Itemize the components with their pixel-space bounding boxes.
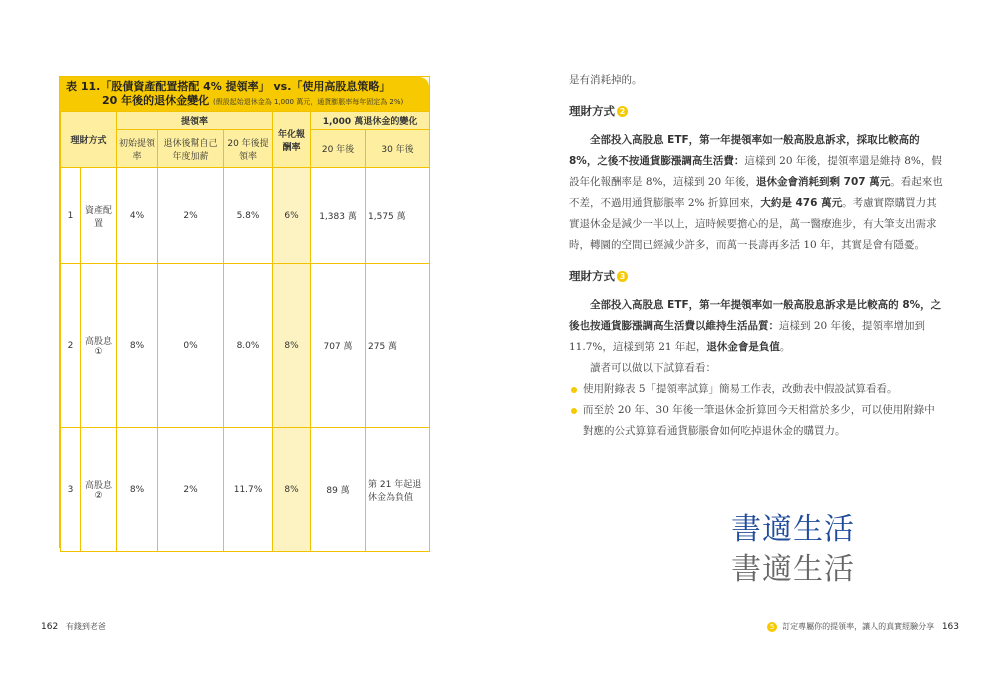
retirement-table-figure — [59, 76, 430, 548]
right-page-text — [569, 70, 944, 442]
row-fund30: 第 21 年起退休金為負值 — [366, 428, 430, 552]
header-fund-group: 1,000 萬退休金的變化 — [311, 112, 430, 130]
row-rate20: 8.0% — [224, 264, 273, 428]
header-initial-rate: 初始提領率 — [117, 130, 158, 168]
bullet-item-1: 使用附錄表 5「提領率試算」簡易工作表，改動表中假設試算看看。 — [569, 379, 944, 400]
header-withdraw-group: 提領率 — [117, 112, 273, 130]
row-rate20: 5.8% — [224, 168, 273, 264]
row-adjust: 0% — [158, 264, 224, 428]
table-title — [60, 77, 429, 111]
row-initial: 8% — [117, 264, 158, 428]
row-adjust: 2% — [158, 168, 224, 264]
book-title: 有錢到老爸 — [65, 622, 106, 631]
data-table — [60, 111, 430, 552]
row-fund30: 1,575 萬 — [366, 168, 430, 264]
bullet-item-2: 而至於 20 年、30 年後一筆退休金折算回今天相當於多少，可以使用附錄中對應的公式算算看通貨膨脹會如何吃掉退休金的購買力。 — [569, 400, 944, 442]
chapter-number-icon: 5 — [767, 622, 777, 632]
row-initial: 4% — [117, 168, 158, 264]
row-return: 8% — [273, 428, 311, 552]
row-initial: 8% — [117, 428, 158, 552]
row-fund20: 89 萬 — [311, 428, 366, 552]
row-rate20: 11.7% — [224, 428, 273, 552]
table-row — [61, 168, 430, 264]
intro-line: 是有消耗掉的。 — [569, 74, 643, 86]
row-method: 高股息① — [81, 264, 117, 428]
paragraph-3: 全部投入高股息 ETF，第一年提領率如一般高股息訴求是比較高的 8%，之後也按通貨膨漲調高生活費以維持生活品質：這樣到 20 年後，提領率增加到 11.7%，這樣到第 21 年起，退休金會是負值。 — [569, 299, 942, 353]
row-adjust: 2% — [158, 428, 224, 552]
number-2-icon: 2 — [617, 106, 628, 117]
table-title-note: (假設起始退休金為 1,000 萬元，通貨膨脹率每年固定為 2%) — [212, 98, 404, 106]
row-return: 8% — [273, 264, 311, 428]
row-number: 3 — [61, 428, 81, 552]
page-number-right: 163 — [941, 622, 959, 632]
chapter-title: 訂定專屬你的提領率，讓人的真實經驗分享 — [782, 622, 935, 631]
table-title-line1: 表 11.「股債資產配置搭配 4% 提領率」 vs.「使用高股息策略」 — [66, 80, 391, 93]
row-method: 資產配置 — [81, 168, 117, 264]
paragraph-4: 讀者可以做以下試算看看： — [590, 362, 716, 374]
header-rate-20y: 20 年後提領率 — [224, 130, 273, 168]
row-number: 1 — [61, 168, 81, 264]
row-fund20: 707 萬 — [311, 264, 366, 428]
footer-left — [41, 621, 106, 632]
header-after-30: 30 年後 — [366, 130, 430, 168]
table-row — [61, 428, 430, 552]
row-fund30: 275 萬 — [366, 264, 430, 428]
row-number: 2 — [61, 264, 81, 428]
watermark-gray: 書適生活 — [731, 552, 855, 587]
footer-right — [767, 621, 959, 632]
watermark-blue: 書適生活 — [731, 512, 855, 547]
table-row — [61, 264, 430, 428]
row-method: 高股息② — [81, 428, 117, 552]
number-3-icon: 3 — [617, 271, 628, 282]
section-heading-3: 理財方式 3 — [569, 266, 944, 287]
row-fund20: 1,383 萬 — [311, 168, 366, 264]
header-annual-return: 年化報酬率 — [273, 112, 311, 168]
header-method: 理財方式 — [61, 112, 117, 168]
table-title-line2: 20 年後的退休金變化 — [102, 94, 210, 107]
section-heading-2: 理財方式 2 — [569, 101, 944, 122]
header-after-20: 20 年後 — [311, 130, 366, 168]
paragraph-2: 全部投入高股息 ETF，第一年提領率如一般高股息訴求，採取比較高的 8%，之後不按通貨膨漲調高生活費：這樣到 20 年後，提領率還是維持 8%，假設年化報酬率是 8%，這樣到 20 年後，退休金會消耗到剩 707 萬元。看起來也不差，不過用通貨膨脹率 2% 折算回來，大約是 476 萬元。考慮實際購買力其實退休金是減少一半以上，這時候要擔心的是，萬一醫療進步，有大筆支出需求時，轉圜的空間已經減少許多，而萬一長壽再多活 10 年，其實是會有隱憂。 — [569, 134, 943, 251]
header-inflation-adjust: 退休後幫自己年度加薪 — [158, 130, 224, 168]
row-return: 6% — [273, 168, 311, 264]
page-number-left: 162 — [41, 622, 59, 632]
